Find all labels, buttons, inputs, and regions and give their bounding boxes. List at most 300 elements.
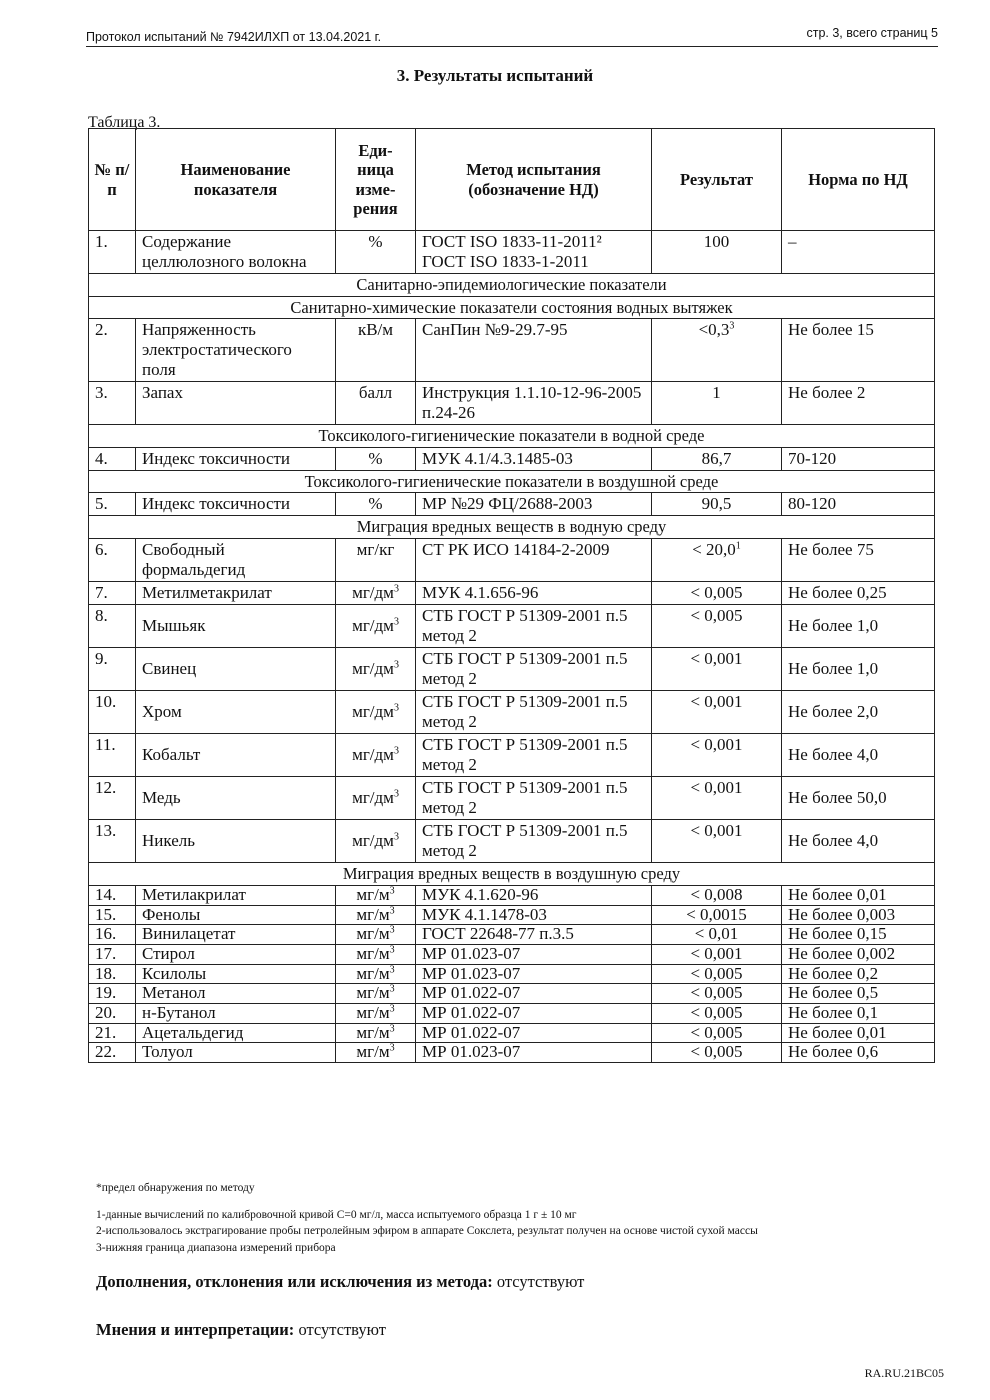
- unit-cell: [336, 820, 416, 863]
- result-cell-text: < 0,001: [690, 735, 743, 755]
- result-superscript: 1: [735, 540, 741, 552]
- method-cell: [416, 1023, 652, 1043]
- unit-superscript: 3: [389, 1023, 395, 1035]
- indicator-name-text: Ацетальдегид: [142, 1022, 244, 1042]
- result-cell: [652, 945, 782, 965]
- method-cell: [416, 319, 652, 382]
- indicator-name-text: Индекс токсичности: [142, 494, 291, 514]
- norm-cell: [782, 734, 935, 777]
- footnotes: [96, 1180, 758, 1257]
- unit-cell-text: мг/м: [356, 904, 390, 924]
- table-row: [89, 734, 935, 777]
- section-subheader-row: [89, 863, 935, 885]
- row-number: [89, 1043, 136, 1063]
- table-row: [89, 1043, 935, 1063]
- col-header-norm: Норма по НД: [782, 129, 935, 231]
- unit-cell-text: мг/дм: [352, 615, 394, 635]
- unit-cell-text: %: [368, 232, 383, 251]
- table-row: [89, 964, 935, 984]
- method-cell-text: СТБ ГОСТ Р 51309-2001 п.5 метод 2: [422, 649, 628, 689]
- row-number: [89, 382, 136, 425]
- section-subheader: Миграция вредных веществ в водную среду: [89, 516, 935, 538]
- section-subheader-row: [89, 296, 935, 318]
- norm-cell: [782, 493, 935, 516]
- table-body: [89, 231, 935, 1063]
- unit-superscript: 3: [393, 745, 399, 757]
- table-row: [89, 820, 935, 863]
- method-cell: [416, 777, 652, 820]
- row-number: [89, 493, 136, 516]
- table-row: [89, 777, 935, 820]
- section-subheader: Миграция вредных веществ в воздушную среду: [89, 863, 935, 885]
- method-cell-text: МР 01.022-07: [422, 1003, 521, 1023]
- row-number-text: 6.: [95, 539, 108, 559]
- norm-cell-text: Не более 1,0: [788, 659, 879, 679]
- result-cell-text: < 0,005: [690, 963, 743, 983]
- row-number-text: 17.: [95, 944, 117, 963]
- footnote-2: 2-использовалось экстрагирование пробы петролейным эфиром в аппарате Сокслета, результат получен на основе чистой сухой массы: [96, 1225, 758, 1238]
- indicator-name: [136, 604, 336, 647]
- unit-cell: [336, 1023, 416, 1043]
- method-cell: [416, 964, 652, 984]
- indicator-name: [136, 964, 336, 984]
- indicator-name: [136, 777, 336, 820]
- unit-cell-text: мг/м: [356, 924, 390, 944]
- indicator-name: [136, 1004, 336, 1024]
- norm-cell-text: Не более 75: [788, 539, 874, 559]
- row-number-text: 12.: [95, 778, 117, 798]
- result-superscript: 3: [729, 320, 735, 332]
- col-header-result: Результат: [652, 129, 782, 231]
- method-cell-text: СТБ ГОСТ Р 51309-2001 п.5 метод 2: [422, 605, 628, 645]
- row-number-text: 4.: [95, 448, 108, 468]
- method-cell: [416, 925, 652, 945]
- method-cell-text: МУК 4.1.1478-03: [422, 904, 547, 924]
- result-cell-text: 100: [703, 232, 730, 251]
- unit-superscript: 3: [389, 1042, 395, 1054]
- norm-cell-text: Не более 0,01: [788, 884, 887, 904]
- method-cell: [416, 984, 652, 1004]
- result-cell: [652, 319, 782, 382]
- table-row: [89, 691, 935, 734]
- method-cell-text: СТБ ГОСТ Р 51309-2001 п.5 метод 2: [422, 735, 628, 775]
- unit-cell: [336, 925, 416, 945]
- result-cell-text: < 0,001: [690, 778, 743, 798]
- footnote-3: 3-нижняя граница диапазона измерений прибора: [96, 1242, 336, 1255]
- unit-cell: [336, 964, 416, 984]
- indicator-name: [136, 581, 336, 604]
- unit-cell-text: мг/дм: [352, 659, 394, 679]
- indicator-name: [136, 538, 336, 581]
- result-cell-text: < 0,001: [690, 692, 743, 712]
- norm-cell-text: Не более 1,0: [788, 615, 879, 635]
- unit-cell-text: мг/м: [356, 983, 390, 1003]
- result-cell-text: < 0,001: [690, 944, 743, 963]
- unit-cell: [336, 538, 416, 581]
- indicator-name-text: Свинец: [142, 659, 197, 679]
- document-code: RA.RU.21BC05: [864, 1366, 944, 1380]
- method-cell-text: СанПин №9-29.7-95: [422, 320, 568, 340]
- norm-cell: [782, 538, 935, 581]
- indicator-name-text: н-Бутанол: [142, 1003, 216, 1023]
- unit-superscript: 3: [393, 659, 399, 671]
- row-number: [89, 538, 136, 581]
- indicator-name-text: Метилметакрилат: [142, 582, 272, 602]
- result-cell: [652, 777, 782, 820]
- row-number-text: 16.: [95, 924, 117, 944]
- indicator-name-text: Метилакрилат: [142, 884, 246, 904]
- result-cell: [652, 648, 782, 691]
- result-cell: [652, 905, 782, 925]
- norm-cell-text: Не более 50,0: [788, 788, 887, 808]
- indicator-name: [136, 1023, 336, 1043]
- norm-cell: [782, 581, 935, 604]
- indicator-name-text: Свободный формальдегид: [142, 539, 246, 579]
- indicator-name-text: Медь: [142, 788, 181, 808]
- result-cell: [652, 447, 782, 470]
- unit-cell: [336, 885, 416, 905]
- row-number-text: 8.: [95, 605, 108, 625]
- norm-cell-text: Не более 0,15: [788, 924, 887, 944]
- method-cell-text: ГОСТ ISO 1833-11-2011² ГОСТ ISO 1833-1-2011: [422, 232, 602, 272]
- result-cell-text: < 20,0: [692, 539, 736, 559]
- unit-superscript: 3: [389, 964, 395, 976]
- indicator-name: [136, 231, 336, 274]
- norm-cell: [782, 820, 935, 863]
- table-row: [89, 447, 935, 470]
- table-row: [89, 231, 935, 274]
- norm-cell-text: Не более 0,2: [788, 963, 879, 983]
- row-number-text: 15.: [95, 904, 117, 924]
- section-subheader-row: [89, 425, 935, 447]
- row-number: [89, 925, 136, 945]
- result-cell-text: 86,7: [701, 448, 732, 468]
- result-cell-text: < 0,001: [690, 821, 743, 841]
- result-cell-text: < 0,001: [690, 649, 743, 668]
- result-cell: [652, 1043, 782, 1063]
- unit-cell-text: мг/м: [356, 944, 390, 963]
- norm-cell-text: Не более 0,003: [788, 904, 896, 924]
- row-number: [89, 734, 136, 777]
- norm-cell-text: Не более 15: [788, 320, 874, 340]
- table-row: [89, 382, 935, 425]
- result-cell-text: < 0,005: [690, 1022, 743, 1042]
- footnote-detection-limit: *предел обнаружения по методу: [96, 1182, 255, 1194]
- unit-cell: [336, 777, 416, 820]
- page-header: [86, 24, 938, 47]
- result-cell: [652, 581, 782, 604]
- table-header-row: [89, 129, 935, 231]
- row-number-text: 21.: [95, 1022, 117, 1042]
- col-header-name: Наименование показателя: [136, 129, 336, 231]
- result-cell: [652, 984, 782, 1004]
- norm-cell-text: Не более 2: [788, 383, 866, 403]
- row-number-text: 18.: [95, 963, 117, 983]
- unit-superscript: 3: [393, 616, 399, 628]
- result-cell: [652, 538, 782, 581]
- unit-cell-text: мг/м: [356, 1042, 390, 1062]
- row-number: [89, 777, 136, 820]
- norm-cell: [782, 964, 935, 984]
- row-number-text: 7.: [95, 582, 108, 602]
- method-cell: [416, 885, 652, 905]
- unit-cell: [336, 319, 416, 382]
- method-cell-text: МР №29 ФЦ/2688-2003: [422, 494, 593, 514]
- method-cell-text: МУК 4.1.620-96: [422, 884, 539, 904]
- unit-cell-text: мг/дм: [352, 745, 394, 765]
- row-number: [89, 581, 136, 604]
- result-cell: [652, 691, 782, 734]
- norm-cell: [782, 885, 935, 905]
- method-cell: [416, 538, 652, 581]
- indicator-name-text: Напряженность электростатического поля: [142, 320, 292, 380]
- unit-cell-text: мг/м: [356, 1022, 390, 1042]
- unit-superscript: 3: [393, 583, 399, 595]
- unit-cell: [336, 382, 416, 425]
- result-cell: [652, 382, 782, 425]
- indicator-name: [136, 1043, 336, 1063]
- unit-cell: [336, 493, 416, 516]
- method-cell-text: ГОСТ 22648-77 п.3.5: [422, 924, 574, 944]
- unit-cell: [336, 691, 416, 734]
- method-cell-text: Инструкция 1.1.10-12-96-2005 п.24-26: [422, 383, 642, 423]
- result-cell-text: < 0,005: [690, 1042, 743, 1062]
- method-cell-text: МР 01.022-07: [422, 983, 521, 1003]
- table-row: [89, 319, 935, 382]
- norm-cell-text: Не более 0,1: [788, 1003, 879, 1023]
- table-row: [89, 885, 935, 905]
- unit-cell-text: мг/кг: [356, 539, 395, 559]
- method-cell-text: МР 01.022-07: [422, 1022, 521, 1042]
- unit-cell-text: мг/дм: [352, 582, 394, 602]
- additions-value: отсутствуют: [492, 1272, 585, 1291]
- indicator-name-text: Запах: [142, 383, 183, 403]
- indicator-name: [136, 820, 336, 863]
- unit-superscript: 3: [393, 831, 399, 843]
- norm-cell-text: Не более 0,25: [788, 582, 887, 602]
- page-counter: стр. 3, всего страниц 5: [806, 26, 938, 40]
- norm-cell: [782, 382, 935, 425]
- method-cell: [416, 493, 652, 516]
- indicator-name-text: Метанол: [142, 983, 206, 1003]
- row-number-text: 9.: [95, 649, 108, 668]
- unit-superscript: 3: [389, 885, 395, 897]
- unit-cell: [336, 1043, 416, 1063]
- unit-cell-text: мг/м: [356, 1003, 390, 1023]
- method-cell: [416, 1004, 652, 1024]
- result-cell-text: < 0,0015: [686, 904, 747, 924]
- protocol-title: Протокол испытаний № 7942ИЛХП от 13.04.2021 г.: [86, 30, 382, 44]
- section-subheader-row: [89, 470, 935, 492]
- indicator-name: [136, 319, 336, 382]
- method-cell: [416, 382, 652, 425]
- unit-cell: [336, 1004, 416, 1024]
- section-title: 3. Результаты испытаний: [396, 66, 594, 85]
- result-cell: [652, 493, 782, 516]
- result-cell-text: 90,5: [701, 494, 732, 514]
- table-caption: Таблица 3.: [88, 114, 161, 131]
- result-cell: [652, 1004, 782, 1024]
- norm-cell: [782, 604, 935, 647]
- row-number-text: 22.: [95, 1042, 117, 1062]
- table-row: [89, 493, 935, 516]
- method-cell: [416, 905, 652, 925]
- norm-cell: [782, 945, 935, 965]
- unit-cell: [336, 945, 416, 965]
- indicator-name-text: Индекс токсичности: [142, 448, 291, 468]
- row-number-text: 5.: [95, 494, 108, 514]
- unit-cell-text: %: [368, 494, 383, 514]
- result-cell: [652, 820, 782, 863]
- norm-cell-text: Не более 0,01: [788, 1022, 887, 1042]
- result-cell: [652, 925, 782, 945]
- table-row: [89, 604, 935, 647]
- indicator-name: [136, 945, 336, 965]
- unit-cell: [336, 604, 416, 647]
- indicator-name-text: Ксилолы: [142, 963, 207, 983]
- norm-cell: [782, 905, 935, 925]
- indicator-name-text: Кобальт: [142, 745, 201, 765]
- unit-cell-text: кВ/м: [357, 320, 394, 340]
- norm-cell-text: Не более 0,5: [788, 983, 879, 1003]
- row-number-text: 10.: [95, 692, 117, 712]
- col-header-number: № п/п: [89, 129, 136, 231]
- indicator-name: [136, 984, 336, 1004]
- unit-cell: [336, 648, 416, 691]
- row-number: [89, 984, 136, 1004]
- unit-superscript: 3: [389, 1003, 395, 1015]
- method-cell: [416, 691, 652, 734]
- row-number: [89, 820, 136, 863]
- row-number: [89, 964, 136, 984]
- indicator-name-text: Содержание целлюлозного волокна: [142, 232, 307, 272]
- method-cell-text: СТБ ГОСТ Р 51309-2001 п.5 метод 2: [422, 778, 628, 818]
- row-number-text: 20.: [95, 1003, 117, 1023]
- row-number: [89, 945, 136, 965]
- method-cell: [416, 945, 652, 965]
- section-subheader: Санитарно-химические показатели состояния водных вытяжек: [89, 296, 935, 318]
- unit-cell-text: мг/м: [356, 884, 390, 904]
- unit-cell-text: %: [368, 448, 383, 468]
- method-cell: [416, 447, 652, 470]
- result-cell: [652, 1023, 782, 1043]
- opinions-value: отсутствуют: [294, 1320, 386, 1339]
- unit-cell-text: мг/дм: [352, 831, 394, 851]
- unit-superscript: 3: [389, 924, 395, 936]
- indicator-name: [136, 691, 336, 734]
- additions-label: Дополнения, отклонения или исключения из метода:: [96, 1272, 493, 1291]
- norm-cell-text: Не более 4,0: [788, 745, 879, 765]
- norm-cell-text: Не более 0,002: [788, 944, 896, 963]
- method-cell: [416, 734, 652, 777]
- unit-cell: [336, 734, 416, 777]
- result-cell-text: <0,3: [698, 320, 730, 340]
- norm-cell: [782, 648, 935, 691]
- result-cell-text: < 0,005: [690, 1003, 743, 1023]
- results-table: [88, 128, 935, 1063]
- table-row: [89, 925, 935, 945]
- row-number: [89, 447, 136, 470]
- row-number-text: 2.: [95, 320, 108, 340]
- norm-cell-text: 80-120: [788, 494, 837, 514]
- indicator-name: [136, 447, 336, 470]
- method-cell: [416, 648, 652, 691]
- row-number: [89, 648, 136, 691]
- row-number: [89, 885, 136, 905]
- indicator-name-text: Фенолы: [142, 904, 201, 924]
- unit-cell: [336, 231, 416, 274]
- table-row: [89, 1023, 935, 1043]
- result-cell: [652, 885, 782, 905]
- result-cell-text: < 0,005: [690, 983, 743, 1003]
- indicator-name-text: Стирол: [142, 944, 195, 963]
- row-number: [89, 604, 136, 647]
- row-number-text: 19.: [95, 983, 117, 1003]
- row-number: [89, 319, 136, 382]
- method-cell: [416, 231, 652, 274]
- section-subheader-row: [89, 516, 935, 538]
- row-number: [89, 691, 136, 734]
- row-number-text: 13.: [95, 821, 117, 841]
- norm-cell: [782, 984, 935, 1004]
- method-cell: [416, 604, 652, 647]
- section-subheader: Токсиколого-гигиенические показатели в водной среде: [89, 425, 935, 447]
- indicator-name: [136, 925, 336, 945]
- indicator-name: [136, 734, 336, 777]
- indicator-name-text: Мышьяк: [142, 615, 206, 635]
- indicator-name-text: Никель: [142, 831, 195, 851]
- unit-cell: [336, 447, 416, 470]
- method-cell: [416, 820, 652, 863]
- method-cell-text: МР 01.023-07: [422, 1042, 521, 1062]
- method-cell-text: СТ РК ИСО 14184-2-2009: [422, 539, 610, 559]
- table-row: [89, 905, 935, 925]
- footnote-1: 1-данные вычислений по калибровочной кривой С=0 мг/л, масса испытуемого образца 1 г ± 10 мг: [96, 1208, 577, 1221]
- table-row: [89, 581, 935, 604]
- result-cell-text: < 0,005: [690, 582, 743, 602]
- norm-cell: [782, 691, 935, 734]
- norm-cell-text: Не более 2,0: [788, 702, 879, 722]
- table-row: [89, 538, 935, 581]
- section-subheader: Санитарно-эпидемиологические показатели: [89, 274, 935, 296]
- method-cell-text: СТБ ГОСТ Р 51309-2001 п.5 метод 2: [422, 692, 628, 732]
- unit-superscript: 3: [389, 944, 395, 956]
- section-subheader: Токсиколого-гигиенические показатели в воздушной среде: [89, 470, 935, 492]
- unit-cell-text: мг/дм: [352, 702, 394, 722]
- indicator-name-text: Толуол: [142, 1042, 193, 1062]
- norm-cell: [782, 925, 935, 945]
- row-number-text: 11.: [95, 735, 116, 755]
- method-cell-text: МУК 4.1/4.3.1485-03: [422, 448, 573, 468]
- method-cell-text: СТБ ГОСТ Р 51309-2001 п.5 метод 2: [422, 821, 628, 861]
- norm-cell: [782, 319, 935, 382]
- result-cell-text: 1: [712, 383, 721, 403]
- result-cell: [652, 604, 782, 647]
- row-number-text: 14.: [95, 884, 117, 904]
- indicator-name: [136, 905, 336, 925]
- unit-cell-text: мг/м: [356, 963, 390, 983]
- table-row: [89, 1004, 935, 1024]
- method-cell-text: МР 01.023-07: [422, 944, 521, 963]
- result-cell-text: < 0,008: [690, 884, 743, 904]
- method-cell: [416, 1043, 652, 1063]
- unit-cell: [336, 905, 416, 925]
- norm-cell: [782, 231, 935, 274]
- norm-cell-text: 70-120: [788, 448, 837, 468]
- method-cell: [416, 581, 652, 604]
- unit-superscript: 3: [393, 702, 399, 714]
- result-cell: [652, 231, 782, 274]
